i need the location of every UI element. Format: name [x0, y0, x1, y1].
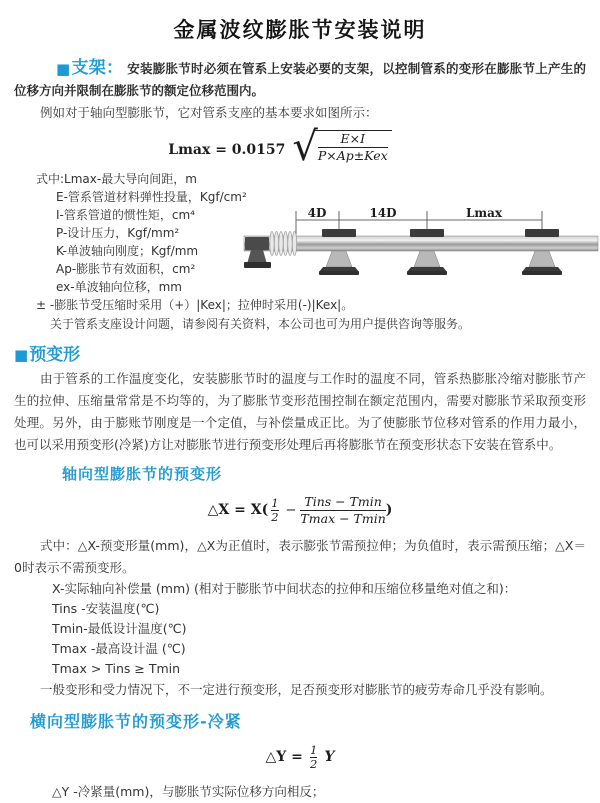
lateral-subheading: 横向型膨胀节的预变形-冷紧 [30, 712, 242, 731]
lmax-formula [0, 124, 560, 170]
definition-item: Ap-膨胀节有效面积，cm² [56, 262, 196, 276]
plus-minus-note: ± -膨胀节受压缩时采用（+）|Kex|；拉伸时采用(-)|Kex|。 [36, 298, 354, 312]
x-definition: X-实际轴向补偿量 (mm) (相对于膨胀节中间状态的拉伸和压缩位移量绝对值之和)： [52, 581, 517, 596]
dimension-label-4d: 4D [307, 206, 327, 220]
support-example-line: 例如对于轴向型膨胀节，它对管系支座的基本要求如图所示： [40, 105, 378, 120]
fixed-anchor [244, 237, 271, 268]
section-heading-support [56, 58, 127, 78]
dimension-label-14d: 14D [369, 206, 397, 220]
predeform-paragraph: 由于管系的工作温度变化，安装膨胀节时的温度与工作时的温度不同，管系热膨胀冷缩对膨胀节产生的拉伸、压缩量常常是不均等的，为了膨胀节变形范围控制在额定范围内，需要对膨胀节采取预变形处理。另外，由于膨账节刚度是一个定值，与补偿量成正比。为了使膨胀节位移对管系的作用力最小，也可以采用预变形(冷紧)方让对膨胀节进行预变形处理后再将膨胀节在预变形状态下安装在管系中。 [14, 371, 586, 452]
t-definition-item: Tmax > Tins ≥ Tmin [52, 661, 181, 676]
y-definition: △Y -冷紧量(mm)，与膨胀节实际位移方向相反； [52, 784, 325, 799]
support-intro-paragraph [14, 57, 586, 102]
support-heading-label: 支架： [71, 58, 124, 78]
predeform-heading-label: 预变形 [29, 345, 81, 365]
t-definition-item: Tins -安装温度(℃) [52, 601, 160, 616]
axial-formula-explanation: 式中：△X-预变形量(mm)，△X为正值时，表示膨张节需预拉伸；为负值时，表示需预压缩；△X＝0时表示不需预变形。 [14, 538, 586, 575]
radical-expression [292, 124, 391, 170]
lmax-fraction-numerator: E×I [340, 131, 366, 146]
pipe [244, 236, 598, 251]
predeform-note: 一般变形和受力情况下，不一定进行预变形，足否预变形对膨胀节的疲劳寿命几乎没有影响。 [40, 682, 553, 697]
document-page [0, 14, 600, 799]
axial-formula-lhs: △X = X( [207, 502, 269, 518]
temperature-fraction-denominator: Tmax − Tmin [300, 511, 386, 526]
definition-item: ex-单波轴向位移，mm [56, 280, 182, 294]
one-half-fraction: $\frac{1}{2}$ [271, 496, 279, 524]
lmax-fraction [314, 130, 392, 164]
lateral-predeform-formula [0, 744, 600, 771]
lateral-formula-lhs: △Y = [265, 749, 303, 765]
section-marker-icon: ■ [56, 60, 71, 78]
axial-formula-rhs: ) [385, 502, 393, 518]
t-definition-item: Tmin-最低设计温度(℃) [52, 621, 187, 636]
lmax-formula-lhs: Lmax = 0.0157 [168, 142, 286, 158]
definition-item: E-管系管道材料弹性投量，Kgf/cm² [56, 190, 247, 204]
definition-item: K-单波轴向刚度；Kgf/mm [56, 244, 199, 258]
section-marker-icon: ■ [14, 346, 29, 364]
lateral-formula-rhs: Y [324, 749, 335, 765]
definition-item: I-管系管道的惯性矩，cm⁴ [56, 208, 195, 222]
one-half-fraction: $\frac{1}{2}$ [310, 743, 318, 771]
t-definition-item: Tmax -最高设计温 (℃) [52, 641, 186, 656]
temperature-fraction-numerator: Tins − Tmin [304, 494, 382, 509]
radical-sign-icon: √ [292, 124, 318, 170]
consulting-note: 关于管系支座设计问题，请参阅有关资料，本公司也可为用户提供咨询等服务。 [50, 317, 471, 331]
pipe-support-diagram [244, 206, 598, 304]
definition-head: 式中:Lmax-最大导向间距，m [36, 172, 197, 186]
minus-sign: − [285, 503, 297, 518]
guide-support [407, 229, 447, 275]
guide-support [522, 229, 562, 275]
support-intro-text: 安装膨胀节时必须在管系上安装必要的支架，以控制管系的变形在膨胀节上产生的位移方向并限制在膨胀节的额定位移范围内。 [14, 61, 586, 98]
bellows-icon [270, 232, 297, 256]
page-title: 金属波纹膨胀节安装说明 [173, 18, 427, 42]
guide-support [319, 229, 359, 275]
temperature-definitions [52, 579, 586, 679]
dimension-label-lmax: Lmax [465, 206, 503, 220]
lmax-fraction-denominator: P×Ap±Kex [317, 148, 388, 163]
temperature-fraction [300, 494, 385, 527]
section-heading-predeform [14, 340, 586, 365]
definition-item: P-设计压力，Kgf/mm² [56, 226, 180, 240]
axial-predeform-formula [0, 494, 600, 527]
axial-subheading: 轴向型膨胀节的预变形 [62, 465, 223, 483]
